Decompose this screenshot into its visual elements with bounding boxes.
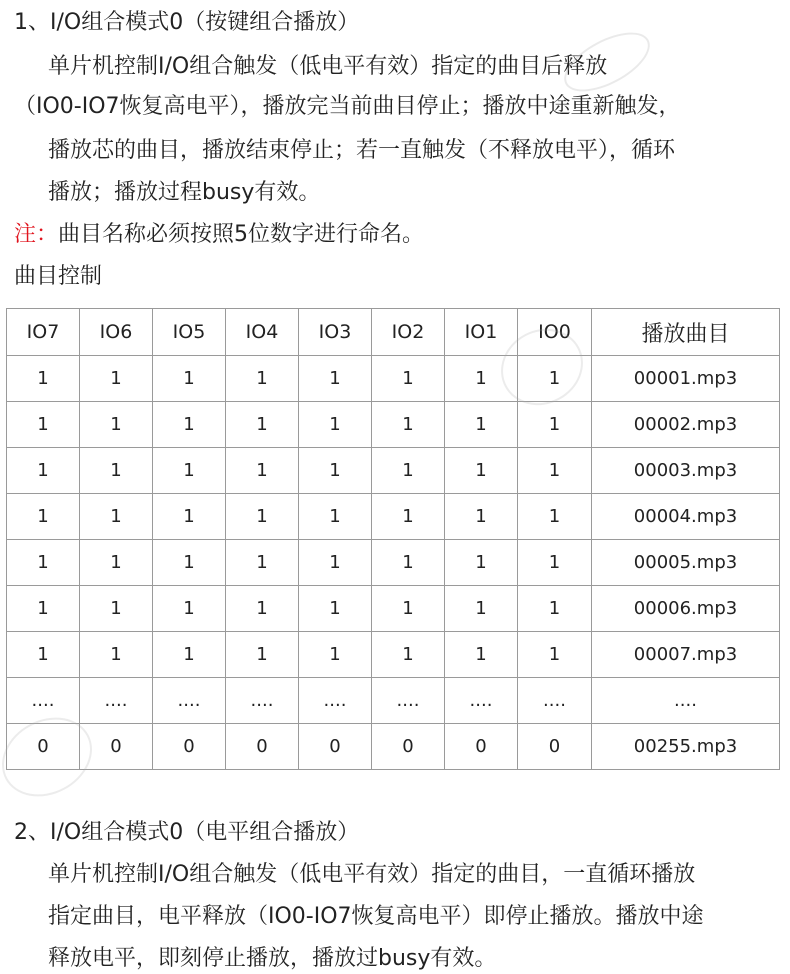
io-level-cell: 1	[518, 402, 592, 448]
section1-line-2: （IO0-IO7恢复高电平），播放完当前曲目停止；播放中途重新触发，	[14, 94, 681, 119]
table-body	[7, 356, 780, 770]
header-io6: IO6	[80, 309, 153, 356]
io-level-cell: ....	[80, 678, 153, 724]
io-level-cell: 1	[80, 356, 153, 402]
io-level-cell: 1	[445, 494, 518, 540]
io-level-cell: 1	[445, 448, 518, 494]
io-level-cell: 1	[518, 540, 592, 586]
section1-line-4: 播放；播放过程busy有效。	[48, 180, 321, 205]
header-track: 播放曲目	[592, 309, 780, 356]
io-level-cell: 1	[7, 586, 80, 632]
io-level-cell: 1	[445, 356, 518, 402]
section1-line-1: 单片机控制I/O组合触发（低电平有效）指定的曲目后释放	[48, 54, 608, 79]
section1-heading: 1、I/O组合模式0（按键组合播放）	[14, 10, 360, 35]
io-level-cell: 1	[518, 448, 592, 494]
io-level-cell: 1	[518, 586, 592, 632]
io-level-cell: 1	[299, 494, 372, 540]
io-level-cell: 1	[445, 402, 518, 448]
io-level-cell: 1	[7, 494, 80, 540]
io-level-cell: 1	[299, 586, 372, 632]
header-io4: IO4	[226, 309, 299, 356]
track-control-table-wrap	[6, 308, 780, 770]
track-file-cell: 00004.mp3	[592, 494, 780, 540]
header-io7: IO7	[7, 309, 80, 356]
io-level-cell: 1	[445, 586, 518, 632]
track-file-cell: 00255.mp3	[592, 724, 780, 770]
io-level-cell: 1	[518, 632, 592, 678]
track-file-cell: 00001.mp3	[592, 356, 780, 402]
section2-line-3: 释放电平，即刻停止播放，播放过busy有效。	[48, 946, 497, 971]
io-level-cell: 0	[80, 724, 153, 770]
header-io5: IO5	[153, 309, 226, 356]
io-level-cell: 1	[372, 540, 445, 586]
note-line	[14, 220, 424, 250]
io-level-cell: 1	[226, 494, 299, 540]
io-level-cell: 1	[226, 586, 299, 632]
io-level-cell: 0	[445, 724, 518, 770]
section2-line-2: 指定曲目，电平释放（IO0-IO7恢复高电平）即停止播放。播放中途	[48, 904, 704, 929]
io-level-cell: 1	[7, 632, 80, 678]
io-level-cell: 1	[372, 632, 445, 678]
io-level-cell: 1	[518, 494, 592, 540]
io-level-cell: 1	[80, 540, 153, 586]
table-title: 曲目控制	[14, 264, 103, 289]
table-row	[7, 356, 780, 402]
io-level-cell: ....	[299, 678, 372, 724]
io-level-cell: 1	[299, 540, 372, 586]
io-level-cell: 1	[80, 402, 153, 448]
io-level-cell: 1	[7, 448, 80, 494]
table-row	[7, 724, 780, 770]
io-level-cell: 0	[518, 724, 592, 770]
io-level-cell: 0	[372, 724, 445, 770]
io-level-cell: 1	[299, 632, 372, 678]
io-level-cell: 0	[7, 724, 80, 770]
table-row	[7, 448, 780, 494]
section2-line-1: 单片机控制I/O组合触发（低电平有效）指定的曲目，一直循环播放	[48, 862, 696, 887]
io-level-cell: 1	[226, 356, 299, 402]
io-level-cell: 1	[153, 586, 226, 632]
io-level-cell: 1	[372, 494, 445, 540]
io-level-cell: 1	[372, 356, 445, 402]
io-level-cell: 1	[372, 586, 445, 632]
io-level-cell: 1	[372, 448, 445, 494]
io-level-cell: 1	[445, 540, 518, 586]
io-level-cell: 1	[7, 402, 80, 448]
io-level-cell: 1	[518, 356, 592, 402]
io-level-cell: 1	[226, 632, 299, 678]
io-level-cell: 1	[80, 586, 153, 632]
note-text: 曲目名称必须按照5位数字进行命名。	[58, 222, 425, 247]
io-level-cell: 1	[153, 402, 226, 448]
io-level-cell: 1	[153, 632, 226, 678]
header-io2: IO2	[372, 309, 445, 356]
io-level-cell: ....	[372, 678, 445, 724]
io-level-cell: 1	[226, 448, 299, 494]
io-level-cell: 1	[226, 540, 299, 586]
io-level-cell: ....	[226, 678, 299, 724]
table-row	[7, 494, 780, 540]
header-io0: IO0	[518, 309, 592, 356]
io-level-cell: 1	[7, 356, 80, 402]
section2-heading: 2、I/O组合模式0（电平组合播放）	[14, 820, 360, 845]
io-level-cell: 1	[80, 632, 153, 678]
io-level-cell: 0	[153, 724, 226, 770]
io-level-cell: 0	[299, 724, 372, 770]
track-file-cell: ....	[592, 678, 780, 724]
header-io3: IO3	[299, 309, 372, 356]
io-level-cell: 0	[226, 724, 299, 770]
table-row	[7, 632, 780, 678]
table-row	[7, 678, 780, 724]
io-level-cell: 1	[80, 494, 153, 540]
io-level-cell: 1	[80, 448, 153, 494]
io-level-cell: 1	[299, 448, 372, 494]
io-level-cell: ....	[518, 678, 592, 724]
io-level-cell: 1	[445, 632, 518, 678]
track-file-cell: 00003.mp3	[592, 448, 780, 494]
io-level-cell: ....	[445, 678, 518, 724]
track-file-cell: 00006.mp3	[592, 586, 780, 632]
track-file-cell: 00007.mp3	[592, 632, 780, 678]
track-file-cell: 00002.mp3	[592, 402, 780, 448]
io-level-cell: 1	[226, 402, 299, 448]
note-label: 注：	[14, 222, 59, 247]
table-row	[7, 402, 780, 448]
header-io1: IO1	[445, 309, 518, 356]
io-level-cell: 1	[153, 494, 226, 540]
table-row	[7, 540, 780, 586]
io-level-cell: 1	[372, 402, 445, 448]
table-row	[7, 586, 780, 632]
table-header-row	[7, 309, 780, 356]
io-level-cell: 1	[153, 448, 226, 494]
io-level-cell: 1	[299, 402, 372, 448]
io-level-cell: ....	[153, 678, 226, 724]
track-file-cell: 00005.mp3	[592, 540, 780, 586]
io-level-cell: 1	[153, 540, 226, 586]
io-level-cell: 1	[153, 356, 226, 402]
section1-line-3: 播放芯的曲目，播放结束停止；若一直触发（不释放电平），循环	[48, 138, 676, 163]
io-level-cell: 1	[7, 540, 80, 586]
io-level-cell: 1	[299, 356, 372, 402]
track-control-table	[6, 308, 780, 770]
io-level-cell: ....	[7, 678, 80, 724]
